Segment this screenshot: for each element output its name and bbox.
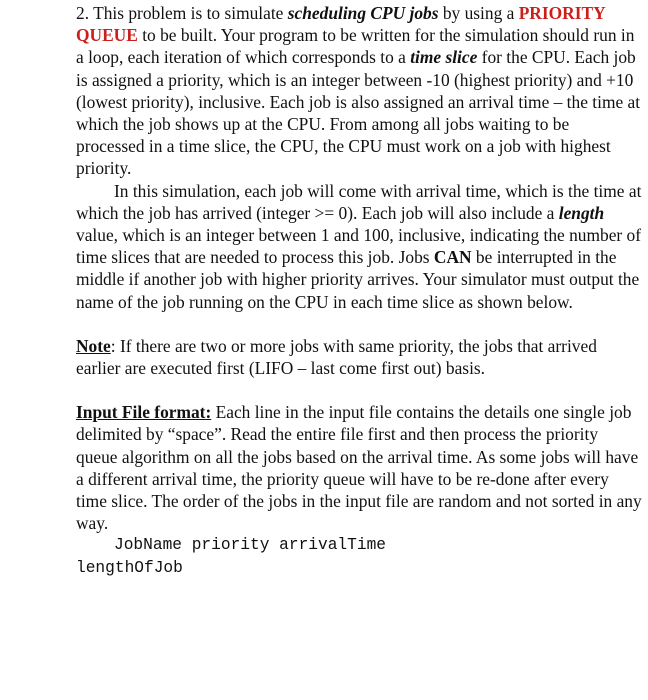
problem-number: 2. — [76, 3, 90, 23]
intro-text-c: to be built. Your program to be written for the simulation should run in a loop, each iteration of which corresponds to a — [76, 25, 635, 68]
time-slice-term: time slice — [410, 47, 478, 68]
note-text: : If there are two or more jobs with same priority, the jobs that arrived earlier are executed first (LIFO – last come first out) basis. — [76, 335, 597, 379]
note-paragraph — [76, 335, 642, 379]
spacer — [76, 379, 642, 401]
intro-text-d: for the CPU. Each job is assigned a priority, which is an integer between -10 (highest priority) and +10 (lowest priority), inclusive. Each job is also assigned an arrival time – the time at which the job shows up at the CPU. From among all jobs waiting to be processed in a time slice, the CPU, the CPU must work on a job with highest priority. — [76, 47, 641, 179]
input-format-text: Each line in the input file contains the details one single job delimited by “space”. Read the entire file first and then process the priority queue algorithm on all the jobs based on the arrival time. As some jobs will have a different arrival time, the priority queue will have to be re-done after every time slice. The order of the jobs in the input file are random and not sorted in any way. — [76, 402, 642, 534]
simulation-text-a: In this simulation, each job will come with arrival time, which is the time at which the job has arrived (integer >= 0). Each job will also include a — [76, 180, 642, 223]
input-format-paragraph — [76, 401, 642, 534]
simulation-text-c: be interrupted in the middle if another job with higher priority arrives. Your simulator must output the name of the job running on the CPU in each time slice as shown below. — [76, 247, 640, 312]
problem-document — [76, 2, 642, 579]
simulation-text-b: value, which is an integer between 1 and 100, inclusive, indicating the number of time slices that are needed to process this job. Jobs — [76, 225, 642, 268]
can-term: CAN — [433, 247, 472, 268]
input-format-code-line-2: lengthOfJob — [76, 558, 183, 577]
note-label: Note — [76, 335, 111, 356]
input-format-label: Input File format: — [76, 402, 212, 423]
intro-text-a: This problem is to simulate — [89, 3, 288, 23]
spacer — [76, 313, 642, 335]
priority-queue-term: PRIORITY QUEUE — [76, 3, 606, 46]
simulation-paragraph — [76, 180, 642, 313]
problem-intro-paragraph — [76, 2, 642, 180]
input-format-code-line-1: JobName priority arrivalTime — [114, 536, 386, 555]
intro-text-b: by using a — [438, 3, 519, 23]
scheduling-term: scheduling CPU jobs — [287, 3, 439, 23]
length-term: length — [558, 202, 605, 223]
